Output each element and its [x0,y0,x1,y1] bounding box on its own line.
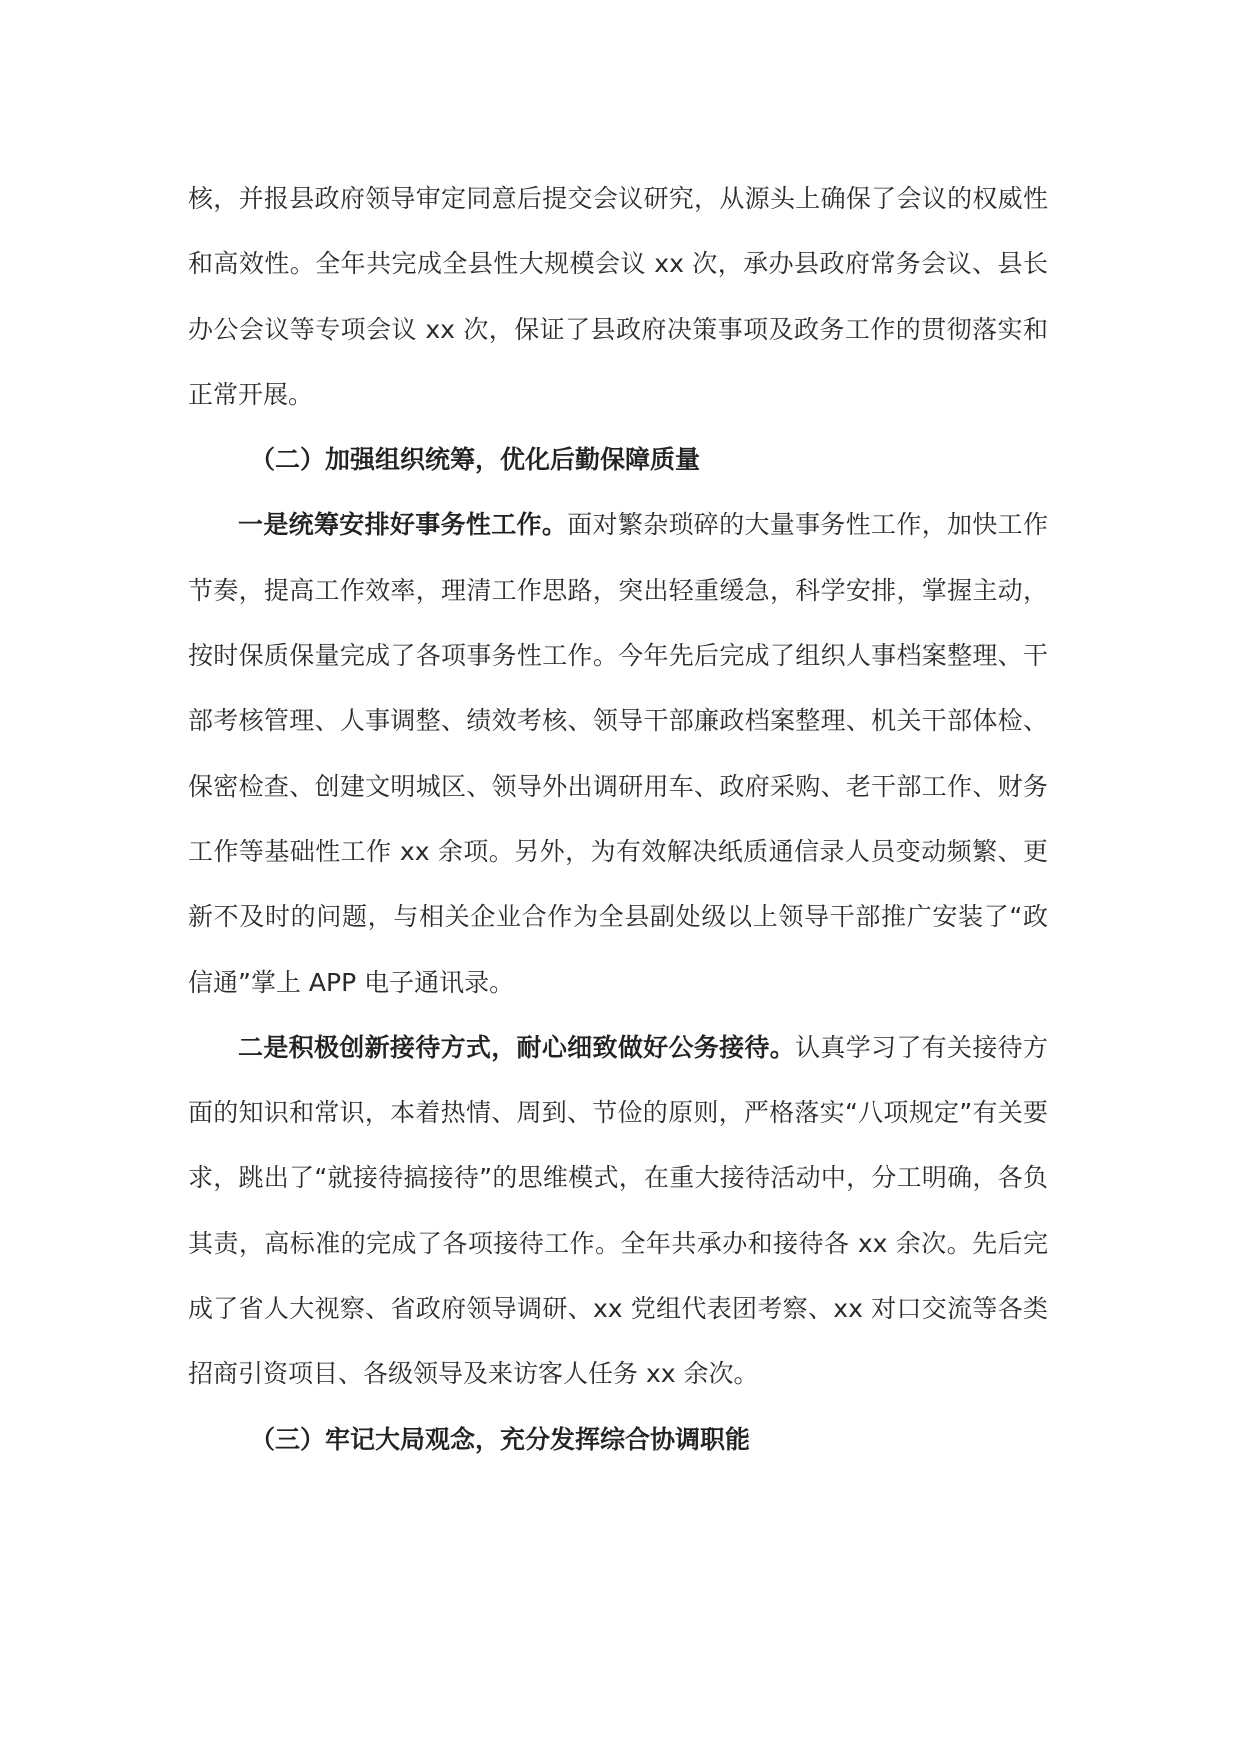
paragraph-continued: 核，并报县政府领导审定同意后提交会议研究，从源头上确保了会议的权威性和高效性。全年共完成全县性大规模会议 xx 次，承办县政府常务会议、县长办公会议等专项会议 xx 次，保证了县政府决策事项及政务工作的贯彻落实和正常开展。 [188,184,1048,409]
paragraph-item-1 [188,492,1048,1014]
document-body [188,166,1048,1472]
item-2-lead: 二是积极创新接待方式，耐心细致做好公务接待。 [238,1032,796,1062]
item-1-lead: 一是统筹安排好事务性工作。 [238,510,568,540]
section-heading-2: （二）加强组织统筹，优化后勤保障质量 [250,445,701,475]
item-2-body: 认真学习了有关接待方面的知识和常识，本着热情、周到、节俭的原则，严格落实“八项规定”有关要求，跳出了“就接待搞接待”的思维模式，在重大接待活动中，分工明确，各负其责，高标准的完成了各项接待工作。全年共承办和接待各 xx 余次。先后完成了省人大视察、省政府领导调研、xx 党组代表团考察、xx 对口交流等各类招商引资项目、各级领导及来访客人任务 xx 余次。 [188,1032,1048,1389]
item-1-body: 面对繁杂琐碎的大量事务性工作，加快工作节奏，提高工作效率，理清工作思路，突出轻重缓急，科学安排，掌握主动，按时保质保量完成了各项事务性工作。今年先后完成了组织人事档案整理、干部考核管理、人事调整、绩效考核、领导干部廉政档案整理、机关干部体检、保密检查、创建文明城区、领导外出调研用车、政府采购、老干部工作、财务工作等基础性工作 xx 余项。另外，为有效解决纸质通信录人员变动频繁、更新不及时的问题，与相关企业合作为全县副处级以上领导干部推广安装了“政信通”掌上 APP 电子通讯录。 [188,510,1048,997]
paragraph-item-2 [188,1015,1048,1407]
section-heading-3: （三）牢记大局观念，充分发挥综合协调职能 [250,1424,751,1454]
